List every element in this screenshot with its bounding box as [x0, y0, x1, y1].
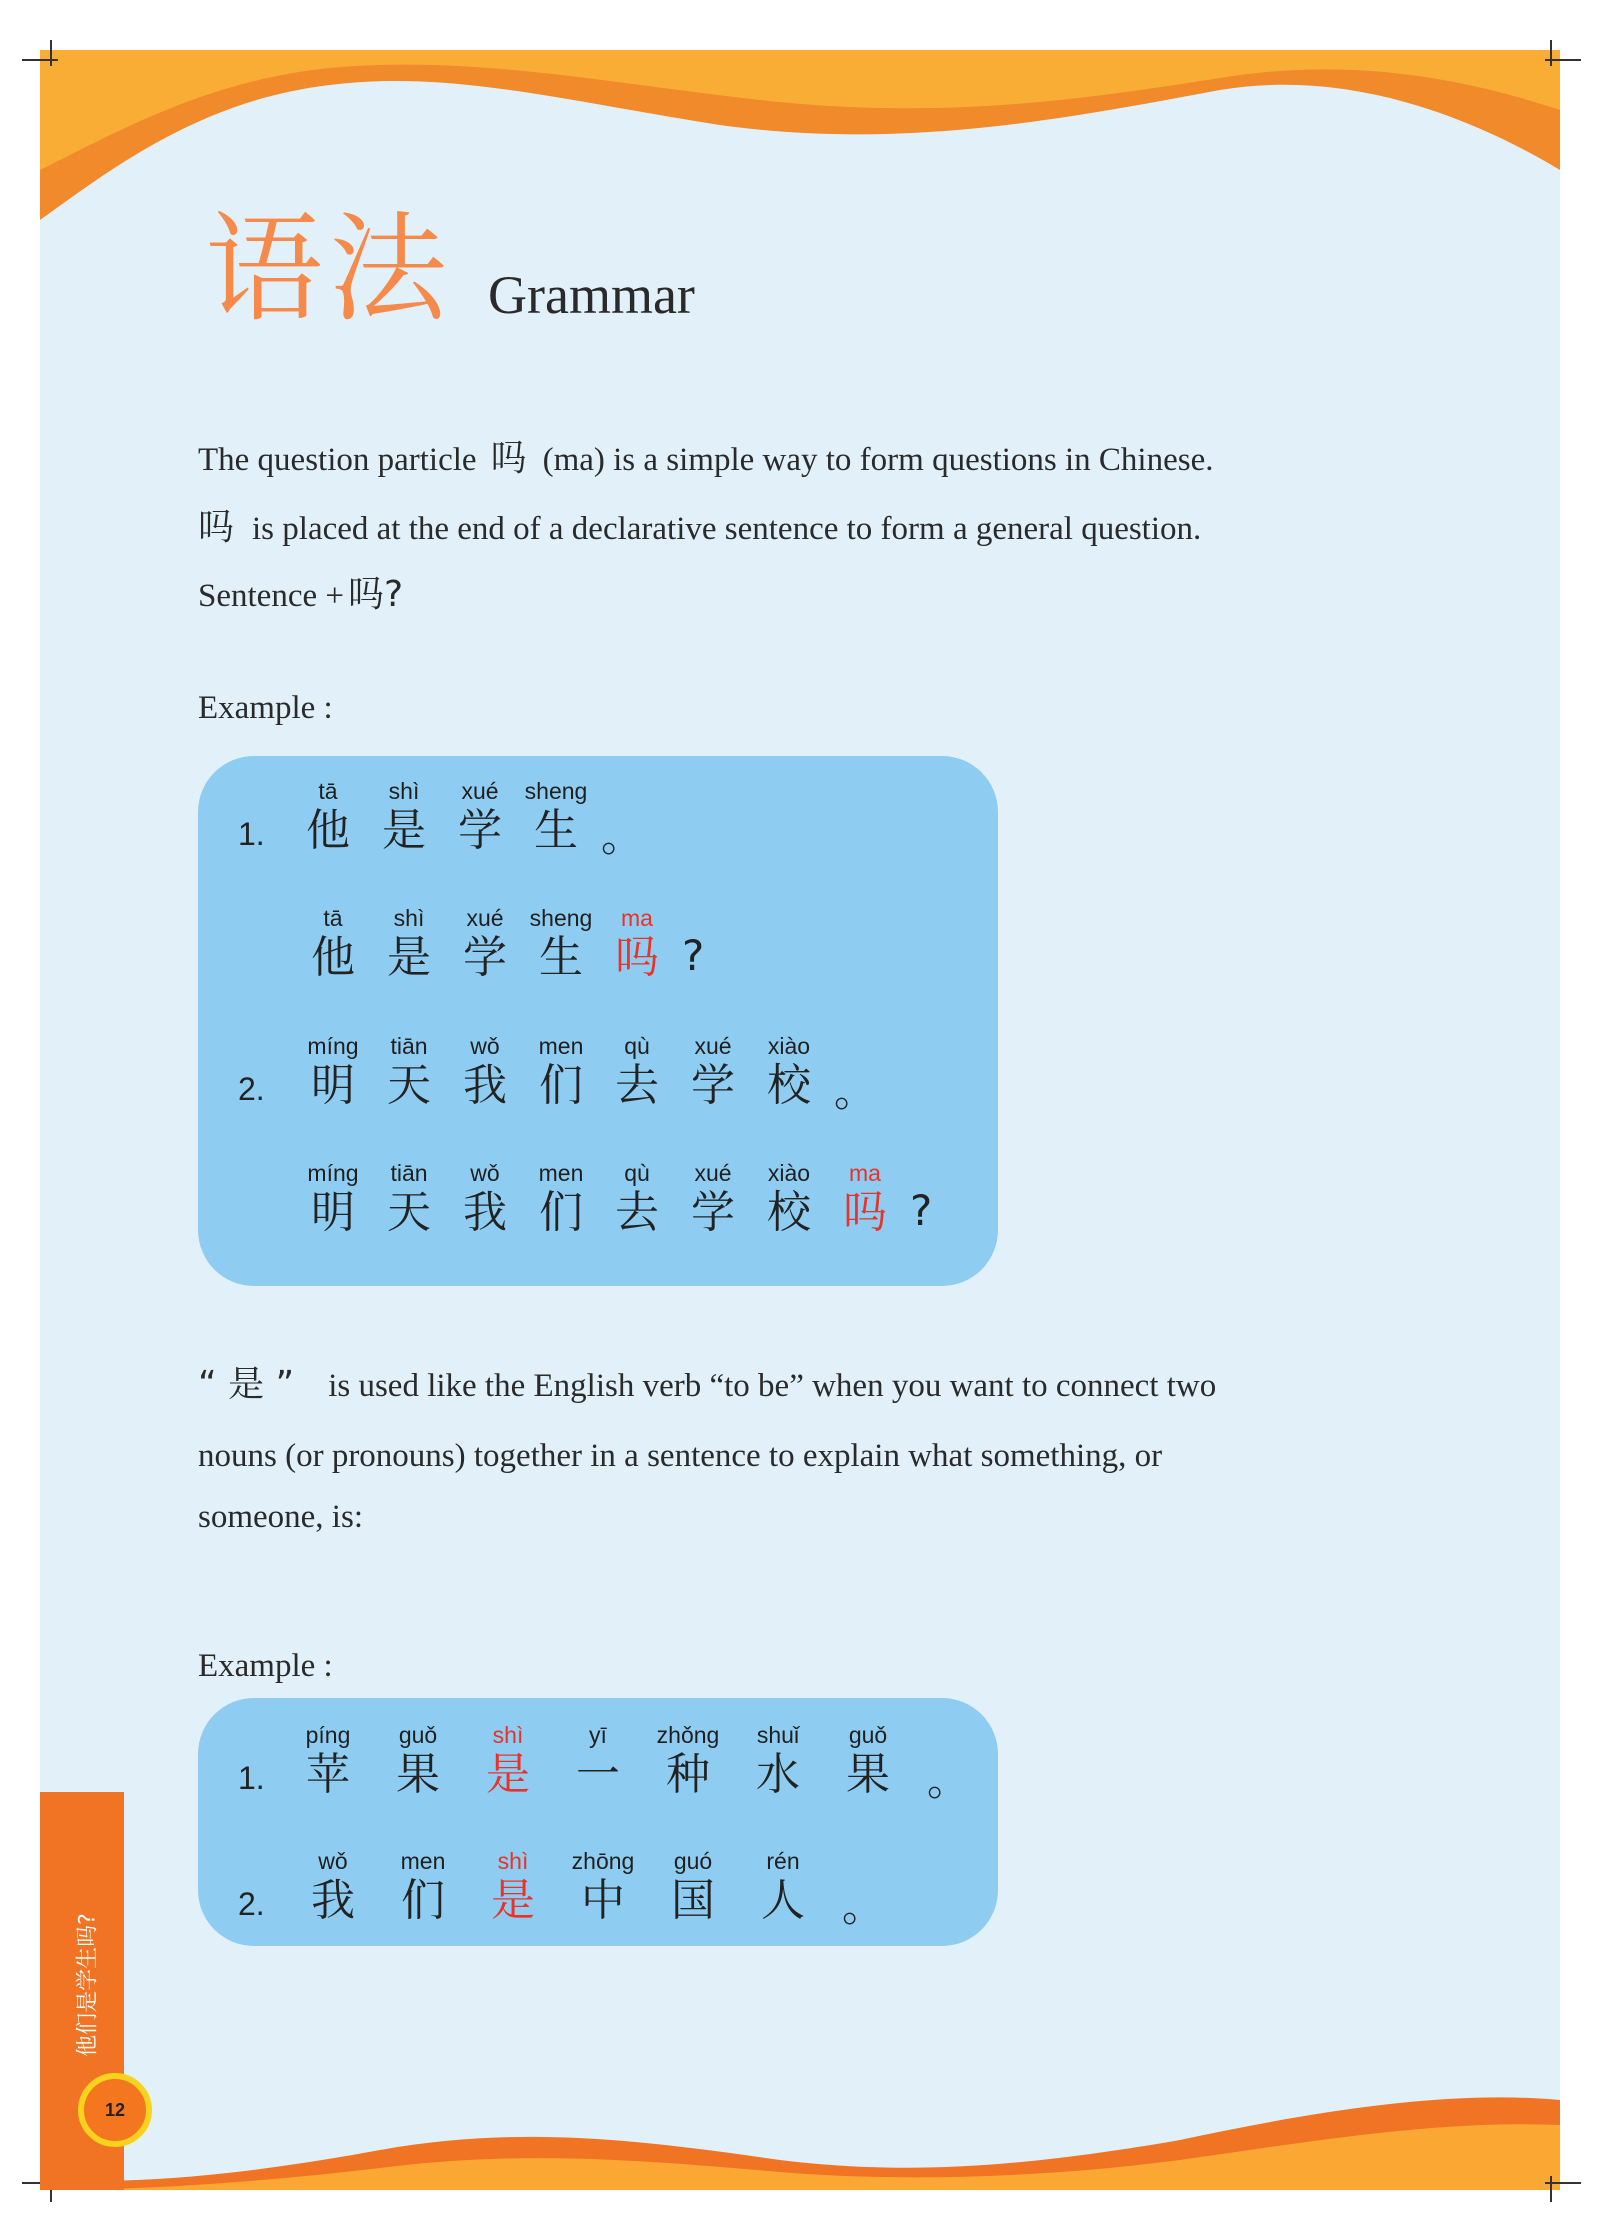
pinyin: qù: [624, 1033, 650, 1059]
word-token: [450, 903, 520, 983]
pinyin: tā: [318, 778, 338, 804]
pinyin: ma: [849, 1160, 881, 1186]
hanzi: 果: [846, 1749, 890, 1800]
word-token: [293, 776, 363, 856]
item-number-1: 1.: [238, 1760, 265, 1796]
pinyin: men: [538, 1160, 584, 1186]
hanzi: 他: [306, 805, 350, 856]
crop-mark-tr-v: [1550, 40, 1552, 66]
pinyin: wǒ: [318, 1848, 348, 1874]
intro-line-1-pre: The question particle: [198, 442, 477, 478]
item-number-1: 1.: [238, 816, 265, 852]
pinyin: shì: [393, 905, 425, 931]
word-token: [678, 1158, 748, 1238]
word-token: [521, 776, 591, 856]
pinyin: shì: [492, 1722, 524, 1748]
pinyin: rén: [766, 1848, 800, 1874]
sentence-punctuation: 。: [834, 1067, 877, 1116]
word-token: [653, 1720, 723, 1800]
hanzi: 天: [387, 1187, 431, 1238]
word-token: [754, 1158, 824, 1238]
sentence-punctuation: 。: [927, 1756, 970, 1805]
word-token: [298, 903, 368, 983]
intro-line-2-zh: 吗: [198, 507, 235, 548]
hanzi: 种: [666, 1749, 710, 1800]
intro-line-3-pre: Sentence +: [198, 578, 344, 614]
crop-mark-tl-v: [50, 40, 52, 66]
hanzi: 中: [581, 1875, 625, 1926]
pinyin: sheng: [524, 778, 588, 804]
pinyin: tiān: [390, 1033, 428, 1059]
hanzi: 吗: [843, 1187, 887, 1238]
hanzi: 天: [387, 1060, 431, 1111]
pinyin: sheng: [529, 905, 593, 931]
word-token: [388, 1846, 458, 1926]
pinyin: wǒ: [470, 1160, 500, 1186]
example-label-2: Example :: [198, 1648, 333, 1684]
word-token: [830, 1158, 900, 1238]
word-token: [658, 1846, 728, 1926]
pinyin: xiào: [767, 1033, 811, 1059]
pinyin: xué: [694, 1160, 732, 1186]
intro-line-3: [198, 574, 403, 616]
word-token: [602, 903, 672, 983]
word-token: [678, 1031, 748, 1111]
hanzi: 们: [401, 1875, 445, 1926]
word-token: [602, 1158, 672, 1238]
pinyin: qù: [624, 1160, 650, 1186]
title-english: Grammar: [488, 265, 695, 325]
crop-mark-br-v: [1550, 2176, 1552, 2202]
hanzi: 学: [691, 1060, 735, 1111]
word-token: [369, 776, 439, 856]
hanzi: 学: [463, 932, 507, 983]
word-token: [450, 1031, 520, 1111]
pinyin: men: [538, 1033, 584, 1059]
word-token: [743, 1720, 813, 1800]
hanzi: 明: [311, 1060, 355, 1111]
pinyin: guǒ: [848, 1722, 888, 1748]
hanzi: 我: [463, 1187, 507, 1238]
hanzi: 们: [539, 1060, 583, 1111]
pinyin: ma: [621, 905, 653, 931]
word-token: [298, 1031, 368, 1111]
pinyin: xué: [461, 778, 499, 804]
word-token: [563, 1720, 633, 1800]
word-token: [374, 903, 444, 983]
shi-quote: “ 是 ”: [198, 1364, 295, 1405]
word-token: [298, 1158, 368, 1238]
item-number-2: 2.: [238, 1071, 265, 1107]
pinyin: tiān: [390, 1160, 428, 1186]
hanzi: 国: [671, 1875, 715, 1926]
pinyin: píng: [305, 1722, 351, 1748]
sentence-punctuation: ?: [682, 931, 705, 980]
word-token: [374, 1158, 444, 1238]
hanzi: 生: [539, 932, 583, 983]
pinyin: xué: [466, 905, 504, 931]
pinyin: shì: [497, 1848, 529, 1874]
intro-line-2-post: is placed at the end of a declarative sentence to form a general question.: [252, 511, 1202, 547]
word-token: [478, 1846, 548, 1926]
word-token: [383, 1720, 453, 1800]
word-token: [526, 1031, 596, 1111]
hanzi: 明: [311, 1187, 355, 1238]
word-token: [754, 1031, 824, 1111]
hanzi: 学: [458, 805, 502, 856]
sentence-punctuation: 。: [842, 1882, 885, 1931]
word-token: [445, 776, 515, 856]
pinyin: xiào: [767, 1160, 811, 1186]
pinyin: wǒ: [470, 1033, 500, 1059]
pinyin: yī: [589, 1722, 607, 1748]
hanzi: 他: [311, 932, 355, 983]
pinyin: zhōng: [571, 1848, 635, 1874]
hanzi: 水: [756, 1749, 800, 1800]
pinyin: men: [400, 1848, 446, 1874]
word-token: [450, 1158, 520, 1238]
word-token: [526, 1158, 596, 1238]
hanzi: 果: [396, 1749, 440, 1800]
hanzi: 们: [539, 1187, 583, 1238]
intro-line-1-zh: 吗: [490, 438, 527, 479]
intro-line-1: [198, 438, 1214, 480]
pinyin: zhǒng: [656, 1722, 720, 1748]
pinyin: xué: [694, 1033, 732, 1059]
example-box-ma: [198, 756, 998, 1286]
hanzi: 是: [387, 932, 431, 983]
shi-line-2: nouns (or pronouns) together in a sentence to explain what something, or: [198, 1438, 1163, 1474]
page-number-badge: 12: [78, 2073, 152, 2147]
hanzi: 是: [486, 1749, 530, 1800]
word-token: [298, 1846, 368, 1926]
hanzi: 我: [463, 1060, 507, 1111]
hanzi: 是: [491, 1875, 535, 1926]
hanzi: 是: [382, 805, 426, 856]
pinyin: guǒ: [398, 1722, 438, 1748]
hanzi: 生: [534, 805, 578, 856]
chapter-title-vertical: 他们是学生吗?: [75, 1913, 101, 2057]
pinyin: guó: [673, 1848, 713, 1874]
word-token: [833, 1720, 903, 1800]
hanzi: 人: [761, 1875, 805, 1926]
word-token: [602, 1031, 672, 1111]
intro-line-3-zh: 吗?: [347, 574, 404, 615]
word-token: [748, 1846, 818, 1926]
hanzi: 我: [311, 1875, 355, 1926]
pinyin: shuǐ: [756, 1722, 800, 1748]
example-label-1: Example :: [198, 690, 333, 726]
title-chinese: 语法: [205, 200, 454, 338]
word-token: [293, 1720, 363, 1800]
word-token: [374, 1031, 444, 1111]
intro-line-2: [198, 507, 1201, 549]
hanzi: 苹: [306, 1749, 350, 1800]
crop-mark-tl-h: [22, 59, 58, 61]
example-box-shi: [198, 1698, 998, 1946]
shi-line-1-text: is used like the English verb “to be” when you want to connect two: [328, 1368, 1217, 1404]
hanzi: 一: [576, 1749, 620, 1800]
hanzi: 去: [615, 1060, 659, 1111]
word-token: [473, 1720, 543, 1800]
hanzi: 校: [767, 1187, 811, 1238]
intro-line-1-post: (ma) is a simple way to form questions in Chinese.: [542, 442, 1214, 478]
pinyin: míng: [307, 1160, 359, 1186]
word-token: [526, 903, 596, 983]
item-number-2: 2.: [238, 1886, 265, 1922]
sentence-punctuation: ?: [910, 1186, 933, 1235]
pinyin: míng: [307, 1033, 359, 1059]
pinyin: shì: [388, 778, 420, 804]
sentence-punctuation: 。: [601, 812, 644, 861]
pinyin: tā: [323, 905, 343, 931]
shi-line-3: someone, is:: [198, 1499, 363, 1535]
hanzi: 吗: [615, 932, 659, 983]
word-token: [568, 1846, 638, 1926]
hanzi: 去: [615, 1187, 659, 1238]
hanzi: 学: [691, 1187, 735, 1238]
hanzi: 校: [767, 1060, 811, 1111]
shi-line-1: [198, 1364, 1216, 1406]
